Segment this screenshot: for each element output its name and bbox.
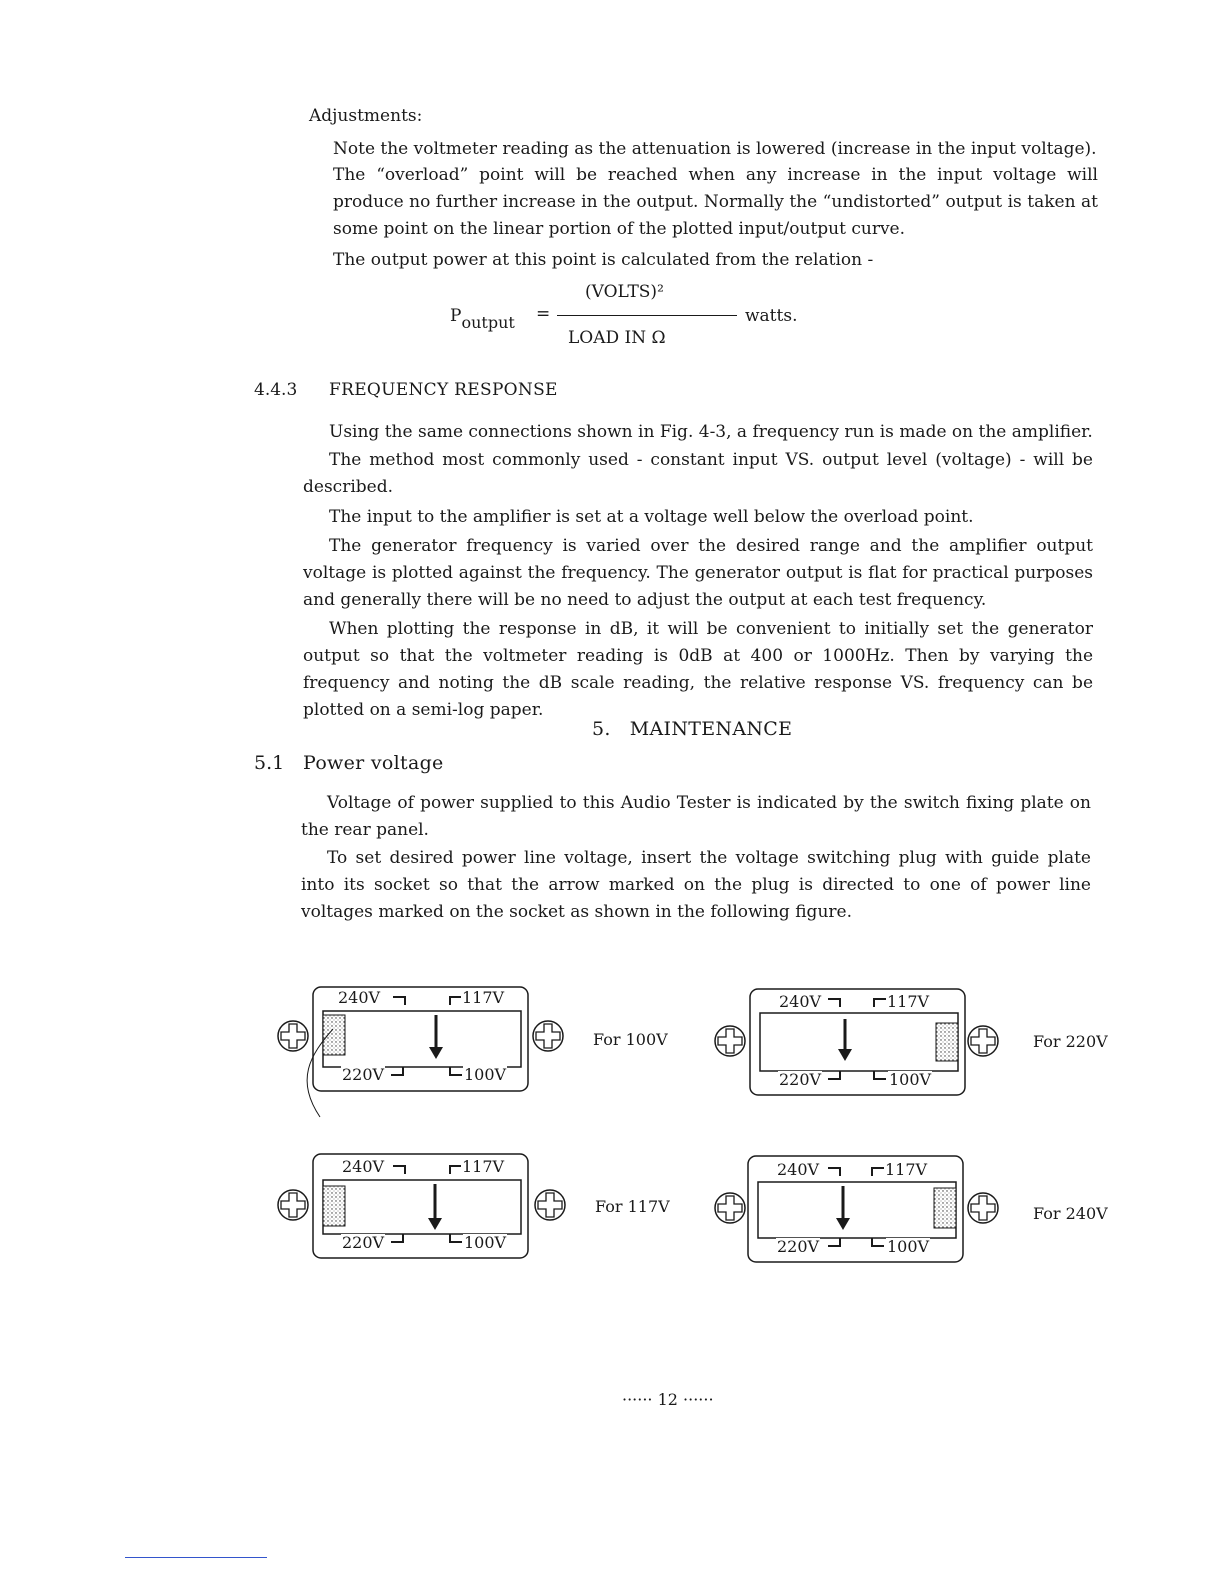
label-117v: 117V <box>462 988 505 1007</box>
formula-lhs-subscript: output <box>461 313 515 332</box>
voltage-socket-drawing <box>275 1152 575 1302</box>
maintenance-heading: 5. MAINTENANCE <box>592 718 793 740</box>
power-formula <box>440 278 820 358</box>
section-title-frequency-response: FREQUENCY RESPONSE <box>329 380 558 400</box>
section-number-5-1: 5.1 <box>254 752 285 774</box>
label-117v: 117V <box>885 1160 928 1179</box>
screw-icon-right <box>533 1021 563 1051</box>
label-100v: 100V <box>464 1065 507 1084</box>
formula-unit: watts. <box>745 306 798 326</box>
adjustments-paragraph-2: The “overload” point will be reached when any increase in the input voltage will produce no further increase in the output. Normally the “undistorted” output is taken at some point on the linear portion of the plotted input/output curve. <box>333 165 1098 239</box>
formula-fraction-bar <box>557 315 737 316</box>
screw-icon-right <box>968 1026 998 1056</box>
freq-paragraph-1: Using the same connections shown in Fig. 4-3, a frequency run is made on the amplifier. <box>329 422 1093 442</box>
caption-for-240v: For 240V <box>1033 1204 1108 1223</box>
voltage-diagram-240v <box>710 1154 1000 1284</box>
section-number-4-4-3: 4.4.3 <box>254 380 298 400</box>
label-220v: 220V <box>779 1070 822 1089</box>
footer-rule <box>125 1557 267 1558</box>
voltage-socket-drawing <box>712 987 1012 1137</box>
label-220v: 220V <box>342 1233 385 1252</box>
voltage-diagram-220v <box>712 987 1002 1117</box>
power-paragraph-2: To set desired power line voltage, insert the voltage switching plug with guide plate into its socket so that the arrow marked on the plug is directed to one of power line voltages marked on the socket as shown in the following figure. <box>301 848 1091 922</box>
screw-icon-left <box>715 1193 745 1223</box>
adjustments-line-1: Note the voltmeter reading as the attenuation is lowered (increase in the input voltage). <box>333 139 1097 159</box>
label-240v: 240V <box>342 1157 385 1176</box>
label-220v: 220V <box>777 1237 820 1256</box>
label-117v: 117V <box>462 1157 505 1176</box>
label-240v: 240V <box>777 1160 820 1179</box>
section-title-power-voltage: Power voltage <box>303 752 444 774</box>
voltage-diagram-117v <box>275 1152 565 1282</box>
screw-icon-right <box>535 1190 565 1220</box>
screw-icon-left <box>278 1021 308 1051</box>
caption-for-220v: For 220V <box>1033 1032 1108 1051</box>
label-100v: 100V <box>887 1237 930 1256</box>
screw-icon-left <box>715 1026 745 1056</box>
freq-paragraph-2: The method most commonly used - constant input VS. output level (voltage) - will be described. <box>303 450 1093 497</box>
caption-for-117v: For 117V <box>595 1197 670 1216</box>
label-240v: 240V <box>779 992 822 1011</box>
caption-for-100v: For 100V <box>593 1030 668 1049</box>
voltage-socket-drawing <box>275 985 575 1135</box>
freq-paragraph-3: The input to the amplifier is set at a voltage well below the overload point. <box>329 507 974 527</box>
formula-lhs: P <box>450 306 462 326</box>
freq-paragraph-4: The generator frequency is varied over the desired range and the amplifier output voltage is plotted against the frequency. The generator output is flat for practical purposes and generally there will be no need to adjust the output at each test frequency. <box>303 536 1093 610</box>
page-number: ······ 12 ······ <box>622 1390 714 1409</box>
adjustments-title: Adjustments: <box>309 106 423 126</box>
formula-equals: = <box>536 304 551 324</box>
freq-paragraph-5: When plotting the response in dB, it will be convenient to initially set the generator output so that the voltmeter reading is 0dB at 400 or 1000Hz. Then by varying the frequency and noting the dB scale reading, the relative response VS. frequency can be plotted on a semi-log paper. <box>303 619 1093 720</box>
formula-denominator: LOAD IN Ω <box>568 328 666 348</box>
label-100v: 100V <box>889 1070 932 1089</box>
formula-numerator: (VOLTS)² <box>585 282 664 302</box>
power-paragraph-1: Voltage of power supplied to this Audio Tester is indicated by the switch fixing plate on the rear panel. <box>301 793 1091 840</box>
label-240v: 240V <box>338 988 381 1007</box>
adjustments-line-3: The output power at this point is calculated from the relation - <box>333 250 874 270</box>
label-100v: 100V <box>464 1233 507 1252</box>
screw-icon-left <box>278 1190 308 1220</box>
voltage-socket-drawing <box>710 1154 1010 1304</box>
screw-icon-right <box>968 1193 998 1223</box>
label-220v: 220V <box>342 1065 385 1084</box>
label-117v: 117V <box>887 992 930 1011</box>
voltage-diagram-100v <box>275 985 565 1115</box>
